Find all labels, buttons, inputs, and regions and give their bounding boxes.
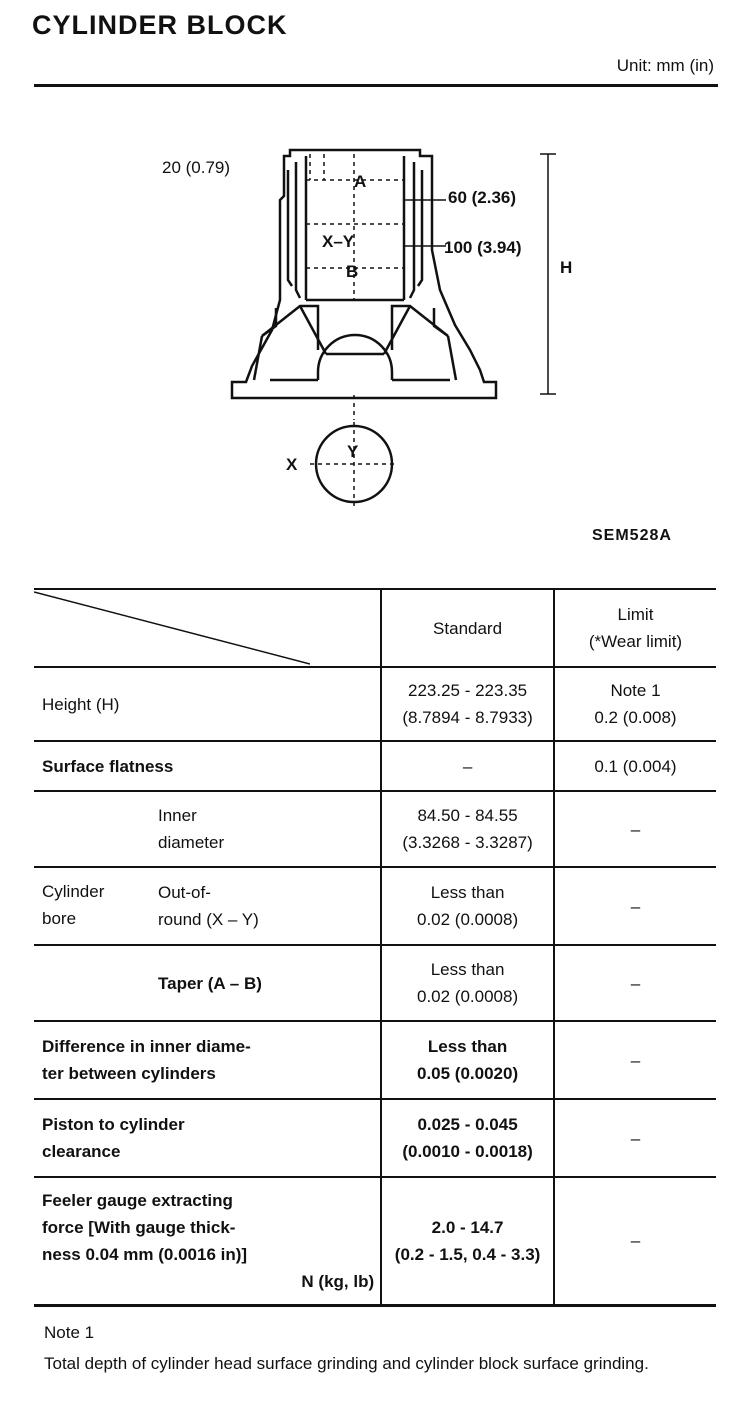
dim-H-label: H [560,258,573,277]
height-label: Height (H) [34,667,381,741]
table-row [34,867,716,945]
flatness-standard: – [381,741,554,791]
bore-taper-standard [381,945,554,1021]
piston-standard-line2: (0.0010 - 0.0018) [402,1142,533,1161]
feeler-standard [381,1177,554,1305]
height-standard [381,667,554,741]
bore-taper-standard-line2: 0.02 (0.0008) [416,987,519,1006]
dim-A-label: A [354,172,367,191]
bore-inner-standard-line1: 84.50 - 84.55 [417,806,518,825]
table-row [34,1021,716,1099]
feeler-label-line2: force [With gauge thick- [42,1217,236,1237]
diff-label [34,1021,381,1099]
diff-label-line1: Difference in inner diame- [42,1037,251,1056]
cylinder-block-diagram [0,140,752,520]
header-limit-line2: (*Wear limit) [588,632,683,651]
note-title: Note 1 [44,1323,95,1342]
spec-table [34,588,716,1307]
dim-100-label: 100 (3.94) [444,238,522,257]
diff-standard-line2: 0.05 (0.0020) [416,1064,519,1083]
bore-oor-standard [381,867,554,945]
bore-oor-standard-line1: Less than [430,883,505,902]
bore-oor-label-line2: round (X – Y) [158,910,259,929]
bore-oor-standard-line2: 0.02 (0.0008) [416,910,519,929]
header-limit [554,589,716,667]
height-limit-line1: Note 1 [610,681,661,700]
table-row [34,1177,716,1305]
dim-20-label: 20 (0.79) [162,158,231,177]
height-standard-line1: 223.25 - 223.35 [408,681,528,700]
axis-Y-label: Y [347,442,359,461]
bore-inner-label [34,791,381,867]
bore-taper-standard-line1: Less than [430,960,505,979]
bore-inner-standard-line2: (3.3268 - 3.3287) [402,833,533,852]
piston-label-line2: clearance [42,1142,121,1161]
piston-limit: – [554,1099,716,1177]
title-rule [34,84,718,87]
bore-group-line2: bore [42,909,77,928]
header-standard: Standard [381,589,554,667]
note-text: Total depth of cylinder head surface grinding and cylinder block surface grinding. [44,1354,649,1373]
feeler-label-line1: Feeler gauge extracting [42,1190,233,1210]
height-standard-line2: (8.7894 - 8.7933) [402,708,533,727]
feeler-limit: – [554,1177,716,1305]
height-limit-line2: 0.2 (0.008) [594,708,677,727]
feeler-label [34,1177,381,1305]
bore-inner-label-line2: diameter [158,833,225,852]
bore-inner-limit: – [554,791,716,867]
table-header-row [34,589,716,667]
bore-group-line1: Cylinder [42,882,105,901]
table-row [34,945,716,1021]
table-row [34,1099,716,1177]
piston-standard [381,1099,554,1177]
feeler-label-line3: ness 0.04 mm (0.0016 in)] [42,1244,248,1264]
header-diagonal-cell [34,589,381,667]
diff-label-line2: ter between cylinders [42,1064,216,1083]
bore-oor-limit: – [554,867,716,945]
table-row [34,667,716,741]
dim-60-label: 60 (2.36) [448,188,517,207]
diff-standard [381,1021,554,1099]
bore-inner-label-line1: Inner [158,806,197,825]
feeler-standard-line2: (0.2 - 1.5, 0.4 - 3.3) [394,1244,541,1264]
header-diagonal-line [34,590,310,666]
cylinder-bore-group-label [42,878,104,932]
dim-XY-label: X–Y [322,232,355,251]
height-limit [554,667,716,741]
piston-label-line1: Piston to cylinder [42,1115,185,1134]
diff-limit: – [554,1021,716,1099]
header-limit-line1: Limit [617,605,654,624]
bore-oor-label-cell [34,867,381,945]
unit-label: Unit: mm (in) [616,56,714,75]
figure-code: SEM528A [592,527,672,544]
axis-X-label: X [286,455,298,474]
table-row [34,741,716,791]
feeler-label-line4: N (kg, lb) [301,1271,375,1291]
bore-taper-limit: – [554,945,716,1021]
piston-standard-line1: 0.025 - 0.045 [417,1115,518,1134]
table-row [34,791,716,867]
dim-B-label: B [346,262,359,281]
page-title: CYLINDER BLOCK [32,10,288,40]
piston-label [34,1099,381,1177]
bore-inner-standard [381,791,554,867]
bore-taper-label: Taper (A – B) [34,945,381,1021]
bore-oor-label-line1: Out-of- [158,883,211,902]
flatness-limit: 0.1 (0.004) [554,741,716,791]
flatness-label: Surface flatness [34,741,381,791]
feeler-standard-line1: 2.0 - 14.7 [431,1217,504,1237]
diff-standard-line1: Less than [427,1037,508,1056]
